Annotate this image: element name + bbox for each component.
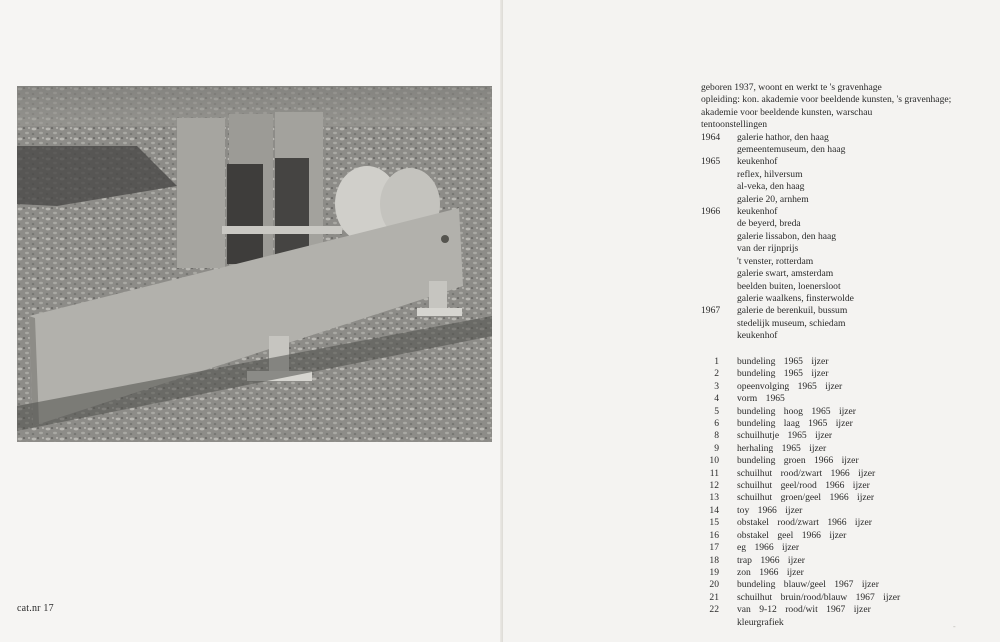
- work-row: [701, 455, 991, 467]
- work-number: 9: [714, 442, 719, 454]
- exhibition-row: [701, 144, 991, 156]
- artist-bio: [701, 82, 991, 343]
- exhibition-year: [701, 169, 737, 181]
- exhibition-row: [701, 181, 991, 193]
- work-description: van 9-12 rood/wit 1967 ijzer: [737, 604, 871, 616]
- work-description: vorm 1965: [737, 393, 785, 405]
- work-description: schuilhut geel/rood 1966 ijzer: [737, 480, 870, 492]
- exhibition-row: [701, 318, 991, 330]
- exhibition-year: 1967: [701, 305, 721, 317]
- exhibition-row: [701, 132, 991, 144]
- work-description: schuilhut groen/geel 1966 ijzer: [737, 492, 875, 504]
- exhibition-venue: keukenhof: [737, 206, 778, 218]
- exhibition-venue: 't venster, rotterdam: [737, 255, 814, 267]
- work-description: schuilhut bruin/rood/blauw 1967 ijzer: [737, 591, 901, 603]
- work-row: [701, 492, 991, 504]
- works-extra-row: [701, 617, 991, 629]
- works-rows: [701, 356, 991, 617]
- work-number: 8: [714, 430, 719, 442]
- work-number: 11: [709, 467, 719, 479]
- work-description: bundeling hoog 1965 ijzer: [737, 405, 856, 417]
- work-row: [701, 542, 991, 554]
- work-row: [701, 592, 991, 604]
- work-number: 20: [709, 579, 719, 591]
- exhibition-venue: reflex, hilversum: [737, 168, 803, 180]
- exhibition-year: [701, 243, 737, 255]
- exhibition-year: [701, 194, 737, 206]
- exhibition-row: [701, 330, 991, 342]
- work-row: [701, 517, 991, 529]
- exhibition-year: [701, 281, 737, 293]
- work-description: eg 1966 ijzer: [737, 542, 800, 554]
- exhibition-venue: galerie waalkens, finsterwolde: [737, 292, 854, 304]
- work-description: zon 1966 ijzer: [737, 566, 804, 578]
- exhibition-year: [701, 293, 737, 305]
- works-extra-label: kleurgrafiek: [737, 616, 784, 628]
- work-row: [701, 530, 991, 542]
- exhibition-row: [701, 256, 991, 268]
- work-description: obstakel geel 1966 ijzer: [737, 529, 847, 541]
- work-row: [701, 567, 991, 579]
- bio-heading: tentoonstellingen: [701, 119, 768, 131]
- exhibition-venue: keukenhof: [737, 156, 778, 168]
- work-number: 3: [714, 380, 719, 392]
- exhibition-venue: galerie 20, arnhem: [737, 193, 809, 205]
- works-list: [701, 356, 991, 629]
- work-row: [701, 480, 991, 492]
- work-description: bundeling laag 1965 ijzer: [737, 418, 853, 430]
- exhibition-year: [701, 330, 737, 342]
- exhibition-year: [701, 218, 737, 230]
- exhibition-venue: al-veka, den haag: [737, 181, 805, 193]
- work-row: [701, 406, 991, 418]
- exhibition-year: 1964: [701, 131, 721, 143]
- work-description: bundeling groen 1966 ijzer: [737, 455, 859, 467]
- work-number: 12: [709, 480, 719, 492]
- work-row: [701, 555, 991, 567]
- exhibition-row: [701, 231, 991, 243]
- exhibition-venue: van der rijnprijs: [737, 243, 799, 255]
- exhibition-venue: de beyerd, breda: [737, 218, 801, 230]
- work-row: [701, 579, 991, 591]
- exhibition-row: [701, 243, 991, 255]
- work-number: 10: [709, 455, 719, 467]
- exhibition-venue: stedelijk museum, schiedam: [737, 317, 846, 329]
- exhibition-venue: galerie swart, amsterdam: [737, 268, 834, 280]
- work-number: 16: [709, 529, 719, 541]
- work-number: 5: [714, 405, 719, 417]
- work-number: 19: [709, 566, 719, 578]
- work-description: opeenvolging 1965 ijzer: [737, 380, 843, 392]
- exhibition-row: [701, 206, 991, 218]
- exhibition-row: [701, 293, 991, 305]
- bio-line: opleiding: kon. akademie voor beeldende kunsten, 's gravenhage;: [701, 94, 952, 106]
- exhibition-year: [701, 256, 737, 268]
- work-number: 2: [714, 368, 719, 380]
- exhibition-row: [701, 156, 991, 168]
- exhibition-venue: gemeentemuseum, den haag: [737, 144, 846, 156]
- work-row: [701, 356, 991, 368]
- work-row: [701, 418, 991, 430]
- exhibition-year: 1966: [701, 206, 721, 218]
- bio-line: geboren 1937, woont en werkt te 's gravenhage: [701, 82, 882, 93]
- exhibition-row: [701, 281, 991, 293]
- work-row: [701, 368, 991, 380]
- work-number: 21: [709, 591, 719, 603]
- work-number: 14: [709, 504, 719, 516]
- exhibition-row: [701, 194, 991, 206]
- work-description: obstakel rood/zwart 1966 ijzer: [737, 517, 872, 529]
- work-number: 22: [709, 604, 719, 616]
- bio-line: akademie voor beeldende kunsten, warschau: [701, 106, 873, 118]
- work-number: 4: [714, 393, 719, 405]
- exhibition-venue: keukenhof: [737, 330, 778, 342]
- sculpture-photo: [17, 86, 492, 442]
- exhibition-year: [701, 144, 737, 156]
- exhibition-year: [701, 231, 737, 243]
- exhibition-year: [701, 318, 737, 330]
- work-row: [701, 393, 991, 405]
- exhibition-row: [701, 169, 991, 181]
- work-number: 15: [709, 517, 719, 529]
- work-description: schuilhutje 1965 ijzer: [737, 430, 833, 442]
- exhibition-venue: galerie lissabon, den haag: [737, 230, 837, 242]
- exhibition-year: [701, 268, 737, 280]
- exhibition-year: [701, 181, 737, 193]
- exhibition-venue: beelden buiten, loenersloot: [737, 280, 841, 292]
- work-number: 13: [709, 492, 719, 504]
- work-description: bundeling blauw/geel 1967 ijzer: [737, 579, 879, 591]
- work-number: 1: [714, 356, 719, 367]
- work-number: 17: [709, 542, 719, 554]
- exhibition-row: [701, 268, 991, 280]
- exhibition-row: [701, 218, 991, 230]
- work-description: schuilhut rood/zwart 1966 ijzer: [737, 467, 876, 479]
- work-number: 18: [709, 554, 719, 566]
- work-number: 6: [714, 418, 719, 430]
- catalog-number: cat.nr 17: [17, 603, 54, 614]
- work-row: [701, 505, 991, 517]
- work-row: [701, 468, 991, 480]
- work-row: [701, 443, 991, 455]
- work-row: [701, 430, 991, 442]
- exhibition-venue: galerie de berenkuil, bussum: [737, 305, 848, 317]
- page-mark: -: [953, 622, 956, 631]
- exhibition-venue: galerie hathor, den haag: [737, 131, 829, 143]
- exhibition-list: [701, 132, 991, 343]
- work-description: bundeling 1965 ijzer: [737, 368, 829, 380]
- exhibition-year: 1965: [701, 156, 721, 168]
- work-row: [701, 381, 991, 393]
- work-description: bundeling 1965 ijzer: [737, 356, 829, 367]
- work-description: herhaling 1965 ijzer: [737, 442, 827, 454]
- work-description: trap 1966 ijzer: [737, 554, 805, 566]
- work-description: toy 1966 ijzer: [737, 504, 803, 516]
- work-row: [701, 604, 991, 616]
- exhibition-row: [701, 305, 991, 317]
